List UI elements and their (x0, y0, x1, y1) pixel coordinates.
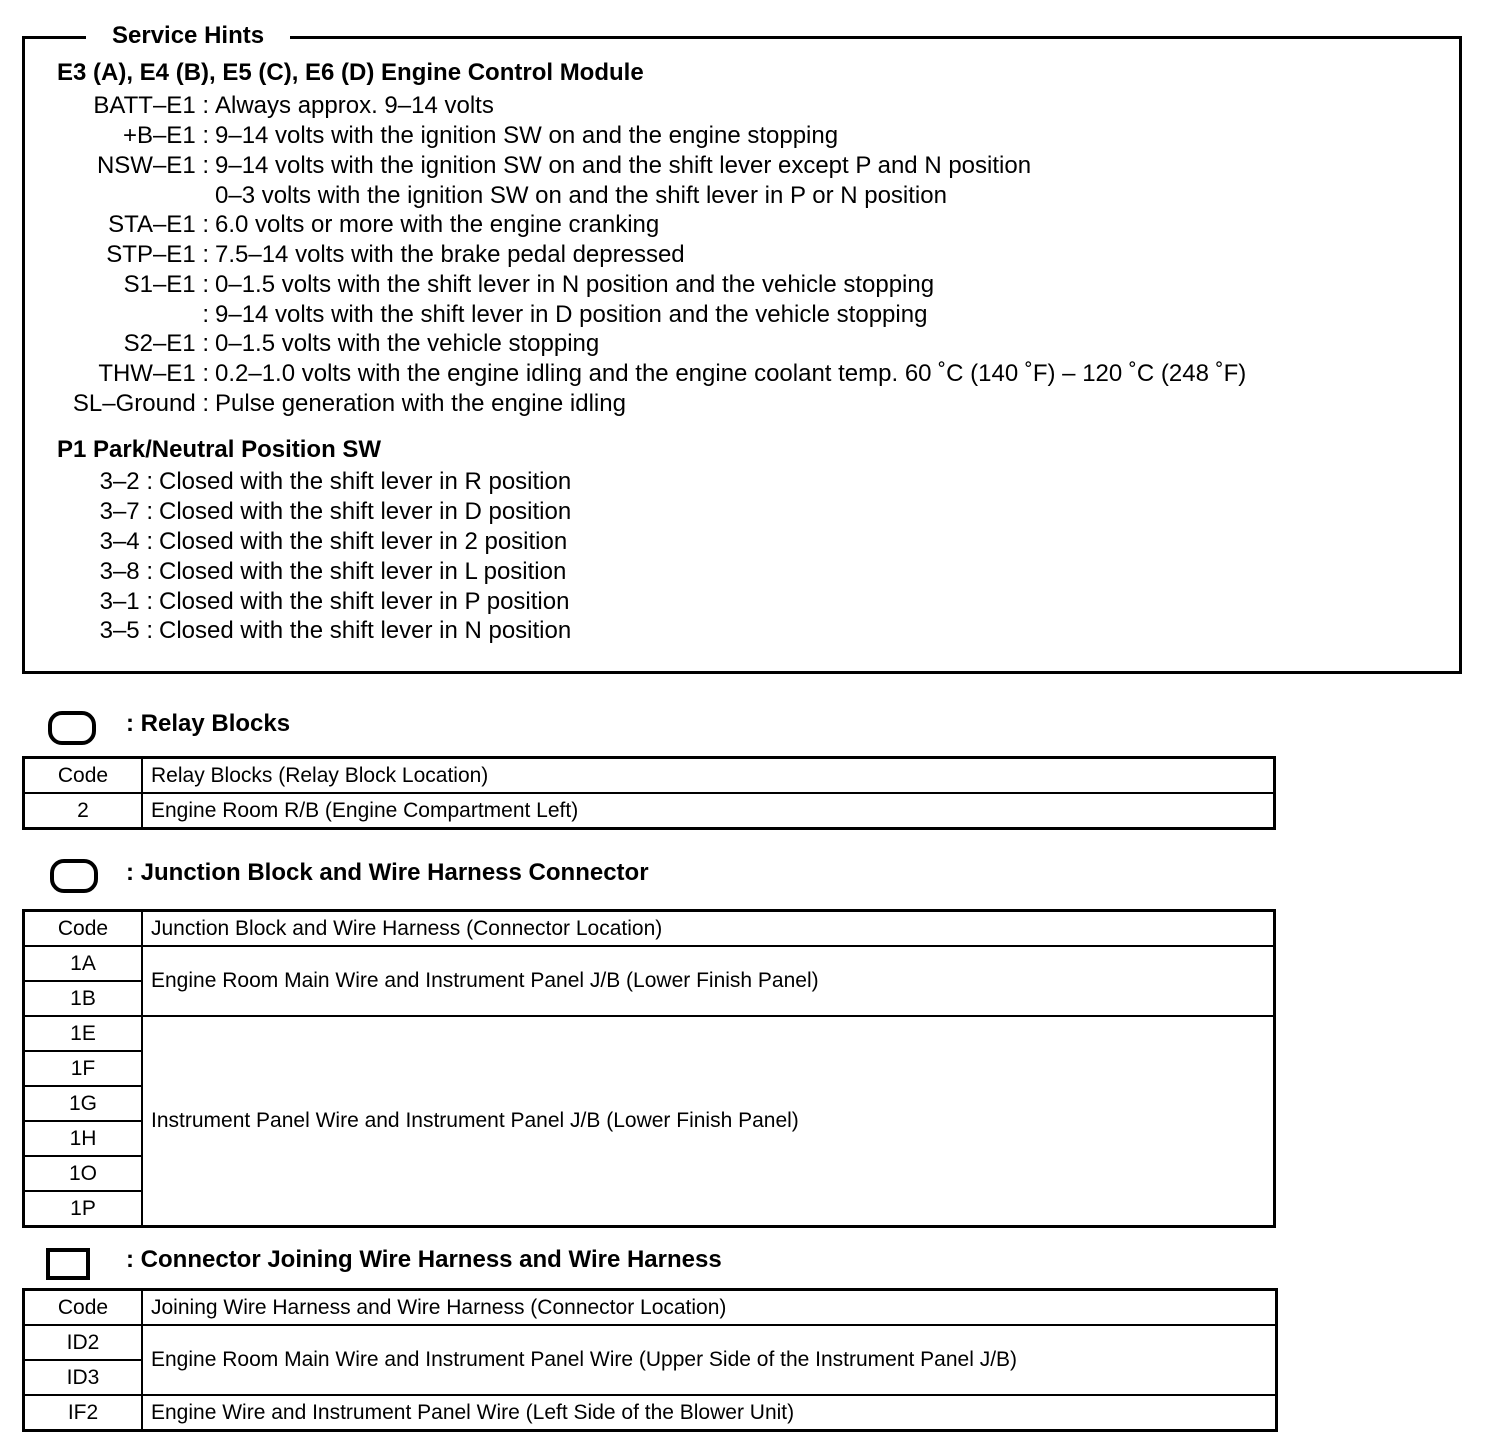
hint-text: 0–1.5 volts with the vehicle stopping (215, 330, 600, 357)
desc-cell: Instrument Panel Wire and Instrument Panel J/B (Lower Finish Panel) (142, 1016, 1275, 1227)
junction-blocks-table (22, 909, 1276, 1228)
desc-cell: Engine Wire and Instrument Panel Wire (Left Side of the Blower Unit) (142, 1395, 1277, 1431)
table-header-row (24, 911, 1275, 947)
hint-label: 3–8 : (99, 558, 153, 585)
p1-title: P1 Park/Neutral Position SW (57, 436, 382, 463)
hint-text: 0.2–1.0 volts with the engine idling and the engine coolant temp. 60 ˚C (140 ˚F) – 120 ˚C (248 ˚F) (215, 360, 1247, 387)
hint-label: 3–4 : (99, 528, 153, 555)
hint-label: : (202, 301, 209, 328)
hint-text: Closed with the shift lever in P position (159, 588, 570, 615)
hint-text: 0–3 volts with the ignition SW on and the shift lever in P or N position (215, 182, 947, 209)
code-cell: 1G (24, 1086, 143, 1121)
code-cell: 1P (24, 1191, 143, 1227)
table-row (24, 793, 1275, 829)
desc-cell: Engine Room Main Wire and Instrument Panel Wire (Upper Side of the Instrument Panel J/B) (142, 1325, 1277, 1395)
hint-label: +B–E1 : (122, 122, 209, 149)
hint-text: Closed with the shift lever in R position (159, 468, 572, 495)
connectors-title: : Connector Joining Wire Harness and Wire Harness (126, 1246, 722, 1273)
hint-text: Closed with the shift lever in N position (159, 617, 572, 644)
junction-block-symbol-icon (50, 859, 98, 893)
connectors-table (22, 1288, 1278, 1432)
hint-label: 3–5 : (99, 617, 153, 644)
table-header-row (24, 1290, 1277, 1326)
code-cell: 1O (24, 1156, 143, 1191)
desc-cell: Engine Room Main Wire and Instrument Panel J/B (Lower Finish Panel) (142, 946, 1275, 1016)
hint-text: Always approx. 9–14 volts (215, 92, 494, 119)
table-row (24, 946, 1275, 981)
relay-blocks-table (22, 756, 1276, 830)
code-cell: 2 (24, 793, 143, 829)
hint-text: Closed with the shift lever in 2 position (159, 528, 568, 555)
desc-header: Junction Block and Wire Harness (Connector Location) (142, 911, 1275, 947)
code-cell: 1F (24, 1051, 143, 1086)
code-cell: 1A (24, 946, 143, 981)
hint-label: S2–E1 : (123, 330, 209, 357)
relay-block-symbol-icon (48, 711, 96, 745)
code-cell: ID2 (24, 1325, 143, 1360)
code-cell: IF2 (24, 1395, 143, 1431)
desc-cell: Engine Room R/B (Engine Compartment Left) (142, 793, 1275, 829)
hint-text: 7.5–14 volts with the brake pedal depressed (215, 241, 685, 268)
hint-label: 3–7 : (99, 498, 153, 525)
code-cell: 1B (24, 981, 143, 1016)
relay-blocks-title: : Relay Blocks (126, 710, 291, 737)
hint-label: NSW–E1 : (96, 152, 209, 179)
hint-text: Closed with the shift lever in D position (159, 498, 572, 525)
code-cell: ID3 (24, 1360, 143, 1395)
hint-label: THW–E1 : (98, 360, 209, 387)
hint-label: BATT–E1 : (93, 92, 209, 119)
hint-text: 6.0 volts or more with the engine cranking (215, 211, 660, 238)
code-header: Code (24, 758, 143, 794)
hint-text: Closed with the shift lever in L position (159, 558, 567, 585)
ecm-title: E3 (A), E4 (B), E5 (C), E6 (D) Engine Control Module (57, 59, 644, 86)
table-row (24, 1325, 1277, 1360)
hint-text: 9–14 volts with the ignition SW on and the engine stopping (215, 122, 839, 149)
hint-text: 0–1.5 volts with the shift lever in N position and the vehicle stopping (215, 271, 935, 298)
hint-text: 9–14 volts with the ignition SW on and the shift lever except P and N position (215, 152, 1032, 179)
hint-label: 3–1 : (99, 588, 153, 615)
junction-blocks-title: : Junction Block and Wire Harness Connector (126, 859, 649, 886)
desc-header: Relay Blocks (Relay Block Location) (142, 758, 1275, 794)
connector-symbol-icon (46, 1248, 90, 1280)
table-row (24, 1395, 1277, 1431)
hint-label: SL–Ground : (72, 390, 209, 417)
code-cell: 1H (24, 1121, 143, 1156)
hint-label: STA–E1 : (108, 211, 209, 238)
hint-label: S1–E1 : (123, 271, 209, 298)
service-hints-heading: Service Hints (86, 20, 290, 52)
code-header: Code (24, 911, 143, 947)
code-header: Code (24, 1290, 143, 1326)
hint-label: STP–E1 : (106, 241, 209, 268)
code-cell: 1E (24, 1016, 143, 1051)
hint-text: Pulse generation with the engine idling (215, 390, 626, 417)
hint-text: 9–14 volts with the shift lever in D position and the vehicle stopping (215, 301, 928, 328)
hint-label: 3–2 : (99, 468, 153, 495)
desc-header: Joining Wire Harness and Wire Harness (Connector Location) (142, 1290, 1277, 1326)
table-row (24, 1016, 1275, 1051)
table-header-row (24, 758, 1275, 794)
